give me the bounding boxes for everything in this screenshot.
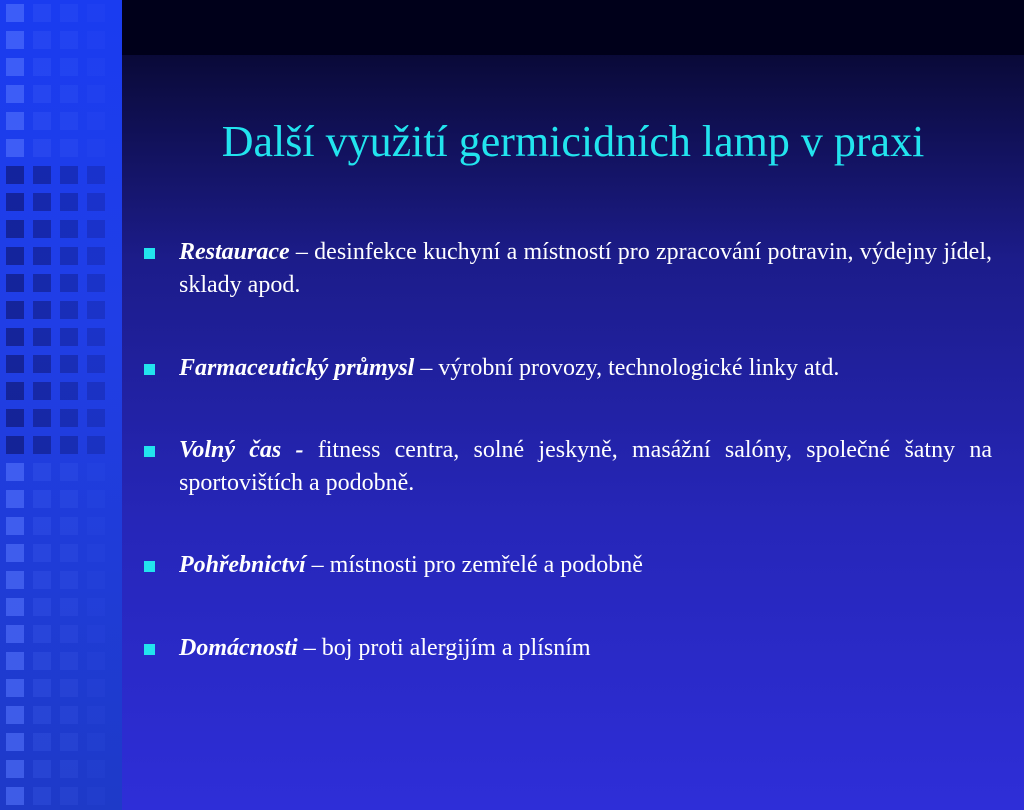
sidebar-square: [6, 571, 24, 589]
sidebar-square: [60, 193, 78, 211]
bullet-term: Pohřebnictví: [179, 552, 306, 578]
sidebar-square: [33, 58, 51, 76]
sidebar-square: [87, 382, 105, 400]
top-dark-band: [122, 0, 1024, 55]
sidebar-square: [6, 193, 24, 211]
sidebar-square: [6, 220, 24, 238]
sidebar-square: [87, 58, 105, 76]
sidebar-square: [6, 274, 24, 292]
sidebar-square: [60, 274, 78, 292]
sidebar-square: [87, 436, 105, 454]
sidebar-square: [60, 544, 78, 562]
sidebar-square: [6, 652, 24, 670]
sidebar-square: [33, 625, 51, 643]
sidebar-square: [60, 436, 78, 454]
square-bullet-icon: [144, 248, 155, 259]
sidebar-square: [87, 787, 105, 805]
sidebar-square: [33, 247, 51, 265]
sidebar-square: [6, 706, 24, 724]
bullet-text: – boj proti alergijím a plísním: [297, 635, 591, 661]
sidebar-square: [60, 58, 78, 76]
bullet-term: Farmaceutický průmysl: [179, 355, 415, 381]
bullet-text: fitness centra, solné jeskyně, masážní salóny, společné šatny na sportovištích a podobně.: [179, 437, 992, 496]
sidebar-square: [33, 193, 51, 211]
sidebar-square: [33, 355, 51, 373]
sidebar-square: [87, 31, 105, 49]
sidebar-square: [33, 517, 51, 535]
sidebar-square: [6, 544, 24, 562]
sidebar-square: [87, 463, 105, 481]
sidebar-square: [6, 58, 24, 76]
sidebar-square: [6, 382, 24, 400]
sidebar-square: [87, 112, 105, 130]
sidebar-square: [87, 409, 105, 427]
sidebar-square: [6, 85, 24, 103]
sidebar-square: [87, 328, 105, 346]
bullet-item-restaurace: [140, 236, 992, 302]
sidebar-square: [87, 355, 105, 373]
square-bullet-icon: [144, 364, 155, 375]
sidebar-square: [6, 490, 24, 508]
sidebar-square: [87, 517, 105, 535]
sidebar-square: [33, 31, 51, 49]
decorative-sidebar: [0, 0, 122, 810]
sidebar-square: [6, 733, 24, 751]
sidebar-square: [60, 166, 78, 184]
bullet-term: Volný čas -: [179, 437, 304, 463]
sidebar-square: [60, 382, 78, 400]
sidebar-square: [60, 490, 78, 508]
sidebar-square: [60, 355, 78, 373]
sidebar-square: [6, 139, 24, 157]
bullet-item-pohrebnictvi: [140, 549, 992, 582]
sidebar-square: [60, 787, 78, 805]
sidebar-square: [87, 625, 105, 643]
sidebar-square: [87, 85, 105, 103]
sidebar-square: [6, 463, 24, 481]
bullet-term: Domácnosti: [179, 635, 298, 661]
sidebar-square: [87, 301, 105, 319]
sidebar-square: [60, 598, 78, 616]
sidebar-square: [60, 706, 78, 724]
sidebar-square: [87, 274, 105, 292]
sidebar-square: [87, 247, 105, 265]
sidebar-square: [33, 220, 51, 238]
sidebar-square: [6, 355, 24, 373]
sidebar-square: [60, 301, 78, 319]
square-bullet-icon: [144, 561, 155, 572]
sidebar-square: [60, 517, 78, 535]
sidebar-square: [33, 571, 51, 589]
sidebar-square: [6, 328, 24, 346]
sidebar-square: [87, 652, 105, 670]
sidebar-square: [33, 166, 51, 184]
sidebar-square: [60, 85, 78, 103]
sidebar-square: [6, 760, 24, 778]
sidebar-square: [60, 679, 78, 697]
sidebar-square: [33, 463, 51, 481]
sidebar-square: [60, 760, 78, 778]
sidebar-square: [33, 544, 51, 562]
sidebar-square: [33, 382, 51, 400]
sidebar-square: [6, 31, 24, 49]
sidebar-square: [60, 328, 78, 346]
sidebar-square: [60, 139, 78, 157]
slide-title: Další využití germicidních lamp v praxi: [221, 117, 925, 166]
sidebar-square: [87, 490, 105, 508]
sidebar-square: [60, 571, 78, 589]
sidebar-square: [33, 598, 51, 616]
sidebar-square: [87, 733, 105, 751]
square-bullet-icon: [144, 446, 155, 457]
sidebar-square: [33, 733, 51, 751]
sidebar-square: [33, 301, 51, 319]
sidebar-square: [6, 166, 24, 184]
sidebar-square: [60, 652, 78, 670]
sidebar-square: [87, 706, 105, 724]
bullet-text: – výrobní provozy, technologické linky atd.: [414, 355, 840, 381]
sidebar-square: [87, 193, 105, 211]
bullet-text: – místnosti pro zemřelé a podobně: [305, 552, 643, 578]
sidebar-square: [87, 679, 105, 697]
sidebar-square-pattern: [0, 0, 122, 810]
sidebar-square: [33, 679, 51, 697]
sidebar-square: [6, 247, 24, 265]
sidebar-square: [33, 85, 51, 103]
sidebar-square: [60, 31, 78, 49]
sidebar-square: [6, 517, 24, 535]
sidebar-square: [6, 409, 24, 427]
sidebar-square: [33, 328, 51, 346]
sidebar-square: [33, 652, 51, 670]
sidebar-square: [33, 112, 51, 130]
square-bullet-icon: [144, 644, 155, 655]
sidebar-square: [33, 787, 51, 805]
sidebar-square: [60, 247, 78, 265]
sidebar-square: [60, 409, 78, 427]
sidebar-square: [6, 436, 24, 454]
sidebar-square: [33, 274, 51, 292]
sidebar-square: [60, 733, 78, 751]
sidebar-square: [87, 220, 105, 238]
bullet-item-domacnosti: [140, 632, 992, 665]
sidebar-square: [87, 571, 105, 589]
sidebar-square: [6, 301, 24, 319]
sidebar-square: [60, 463, 78, 481]
sidebar-square: [87, 544, 105, 562]
sidebar-square: [60, 625, 78, 643]
sidebar-square: [6, 598, 24, 616]
bullet-text: – desinfekce kuchyní a místností pro zpracování potravin, výdejny jídel, sklady apod.: [179, 239, 992, 298]
sidebar-square: [87, 139, 105, 157]
sidebar-square: [33, 4, 51, 22]
sidebar-square: [33, 490, 51, 508]
sidebar-square: [6, 625, 24, 643]
bullet-item-volny-cas: [140, 434, 992, 500]
sidebar-square: [6, 4, 24, 22]
sidebar-square: [60, 112, 78, 130]
sidebar-square: [33, 760, 51, 778]
sidebar-square: [6, 787, 24, 805]
sidebar-square: [33, 409, 51, 427]
sidebar-square: [87, 166, 105, 184]
bullet-item-farmaceuticky: [140, 352, 992, 385]
sidebar-square: [33, 139, 51, 157]
sidebar-square: [87, 598, 105, 616]
sidebar-square: [33, 706, 51, 724]
sidebar-square: [87, 4, 105, 22]
sidebar-square: [6, 679, 24, 697]
sidebar-square: [6, 112, 24, 130]
sidebar-square: [60, 4, 78, 22]
sidebar-square: [87, 760, 105, 778]
sidebar-square: [60, 220, 78, 238]
sidebar-square: [33, 436, 51, 454]
bullet-term: Restaurace: [179, 239, 290, 265]
